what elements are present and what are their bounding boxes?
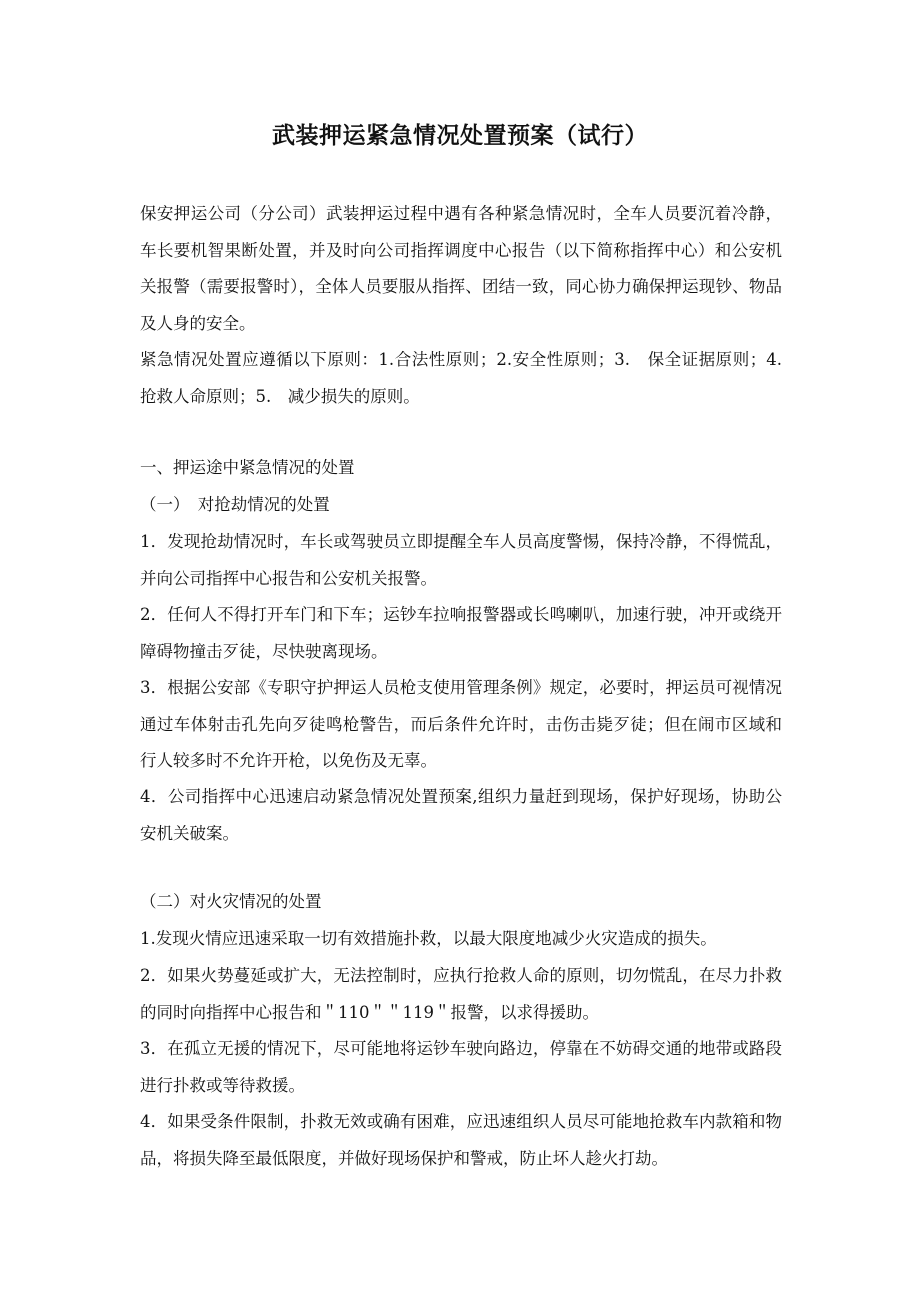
- robbery-item-3: 3．根据公安部《专职守护押运人员枪支使用管理条例》规定，必要时，押运员可视情况通过车体射击孔先向歹徒鸣枪警告，而后条件允许时，击伤击毙歹徒；但在闹市区域和行人较多时不允许开枪，以免伤及无辜。: [140, 678, 782, 770]
- subsection-heading-fire: （二）对火灾情况的处置: [140, 892, 322, 911]
- fire-item-4: 4．如果受条件限制，扑救无效或确有困难，应迅速组织人员尽可能地抢救车内款箱和物品，将损失降至最低限度，并做好现场保护和警戒，防止坏人趁火打劫。: [140, 1112, 782, 1168]
- fire-item-1: 1.发现火情应迅速采取一切有效措施扑救，以最大限度地减少火灾造成的损失。: [140, 929, 717, 948]
- document-title: 武装押运紧急情况处置预案（试行）: [272, 123, 648, 149]
- robbery-item-4: 4．公司指挥中心迅速启动紧急情况处置预案,组织力量赶到现场，保护好现场，协助公安机关破案。: [140, 787, 782, 843]
- fire-item-3: 3．在孤立无援的情况下，尽可能地将运钞车驶向路边，停靠在不妨碍交通的地带或路段进行扑救或等待救援。: [140, 1039, 782, 1095]
- principles-paragraph: 紧急情况处置应遵循以下原则：1.合法性原则；2.安全性原则；3. 保全证据原则；4. 抢救人命原则；5. 减少损失的原则。: [140, 350, 799, 406]
- section-heading-escort-emergencies: 一、押运途中紧急情况的处置: [140, 458, 355, 477]
- fire-item-2: 2．如果火势蔓延或扩大，无法控制时，应执行抢救人命的原则，切勿慌乱，在尽力扑救的同时向指挥中心报告和＂110＂＂119＂报警，以求得援助。: [140, 966, 782, 1022]
- intro-paragraph: 保安押运公司（分公司）武装押运过程中遇有各种紧急情况时，全车人员要沉着冷静，车长要机智果断处置，并及时向公司指挥调度中心报告（以下简称指挥中心）和公安机关报警（需要报警时），全体人员要服从指挥、团结一致，同心协力确保押运现钞、物品及人身的安全。: [140, 204, 782, 333]
- subsection-heading-robbery: （一） 对抢劫情况的处置: [140, 495, 330, 514]
- robbery-item-2: 2．任何人不得打开车门和下车；运钞车拉响报警器或长鸣喇叭，加速行驶，冲开或绕开障碍物撞击歹徒，尽快驶离现场。: [140, 605, 782, 661]
- robbery-item-1: 1．发现抢劫情况时，车长或驾驶员立即提醒全车人员高度警惕，保持冷静，不得慌乱，并向公司指挥中心报告和公安机关报警。: [140, 532, 782, 588]
